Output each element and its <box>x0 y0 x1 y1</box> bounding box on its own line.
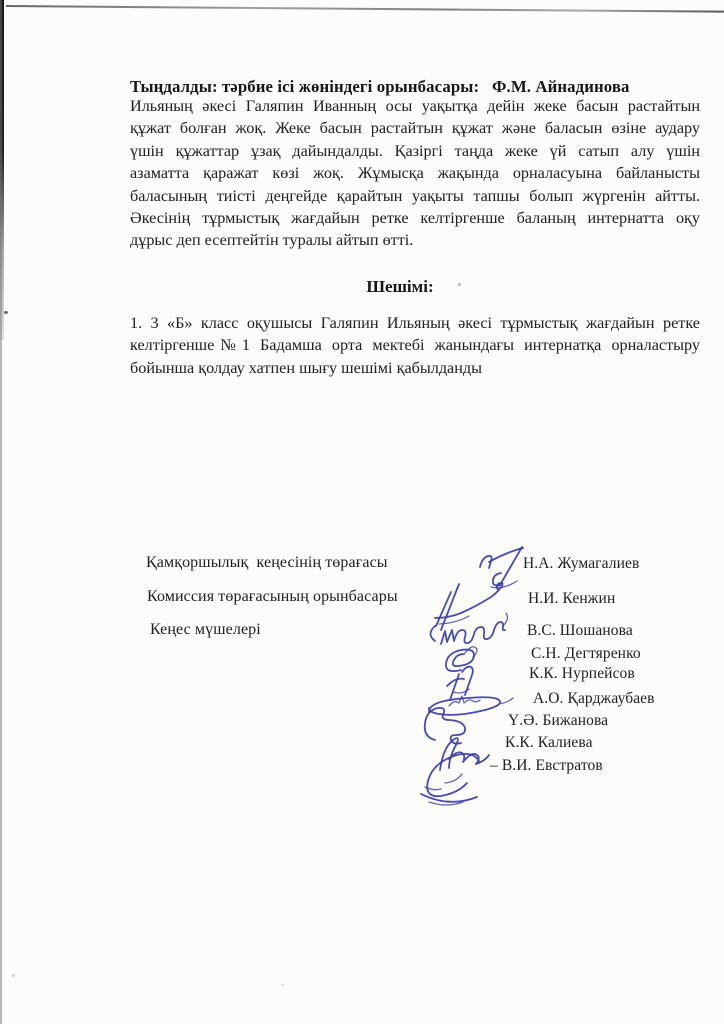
decision-heading: Шешімі: <box>366 277 434 296</box>
paragraph-line: құжат болған жоқ. Жеке басын растайтын құжат және баласын өзіне аудару <box>130 119 700 138</box>
paragraph-line: баласының тиісті деңгейде қарайтын уақыты тапшы болып жүргенін айтты. <box>130 186 700 205</box>
handwritten-signatures-overlay <box>405 540 535 810</box>
signer-name: Н.И. Кенжин <box>528 590 616 607</box>
role-label-deputy: Комиссия төрағасының орынбасары <box>147 588 398 605</box>
signer-name: К.К. Калиева <box>505 734 593 751</box>
signer-name: А.О. Қарджаубаев <box>533 690 655 707</box>
heard-paragraph <box>130 95 700 252</box>
paragraph-line: Әкесінің тұрмыстық жағдайын ретке келтіргенше баланың интернатта оқу <box>130 209 700 228</box>
scan-speck <box>4 311 8 314</box>
paragraph-line: үшін құжаттар ұзақ дайындалды. Қазіргі таңда жеке үй сатып алу үшін <box>130 141 700 160</box>
signer-name: В.С. Шошанова <box>527 622 633 639</box>
paragraph-line: бойынша қолдау хатпен шығу шешімі қабылданды <box>130 358 483 377</box>
role-label-members: Кеңес мүшелері <box>150 621 261 638</box>
signature-bizhanova <box>425 708 465 744</box>
scan-edge-left-hairline <box>0 0 2 1024</box>
signer-name: Н.А. Жумагалиев <box>523 555 640 572</box>
decision-paragraph <box>130 312 700 379</box>
role-label-chairman: Қамқоршылық кеңесінің төрағасы <box>146 554 388 571</box>
signer-name: К.К. Нурпейсов <box>529 665 635 682</box>
scan-speck <box>281 984 284 986</box>
signature-kardzhaubaev <box>429 696 513 715</box>
signature-kenzhin <box>435 583 503 630</box>
paragraph-line: 1. 3 «Б» класс оқушысы Галяпин Ильяның әкесі тұрмыстық жағдайын ретке <box>130 314 700 332</box>
paragraph-line: азаматта қаражат көзі жоқ. Жұмысқа жақында орналасуына байланысты <box>130 164 700 183</box>
heard-heading: Тыңдалды: тәрбие ісі жөніндегі орынбасары: Ф.М. Айнадинова <box>130 77 630 96</box>
paragraph-line: келтіргенше№1 Бадамша орта мектебі жанындағы интернатқа орналастыру <box>130 336 700 355</box>
paragraph-line: дұрыс деп есептейтін туралы айтып өтті. <box>130 231 414 250</box>
scan-speck <box>12 974 15 977</box>
signer-name: – В.И. Евстратов <box>490 757 603 774</box>
scan-edge-top <box>6 5 724 13</box>
signature-zhumagaliev <box>480 547 523 588</box>
signer-name: С.Н. Дегтяренко <box>531 645 641 662</box>
signer-name: Ү.Ә. Бижанова <box>508 712 609 729</box>
paragraph-line: Ильяның әкесі Галяпин Иванның осы уақытқа дейін жеке басын растайтын <box>130 97 700 115</box>
